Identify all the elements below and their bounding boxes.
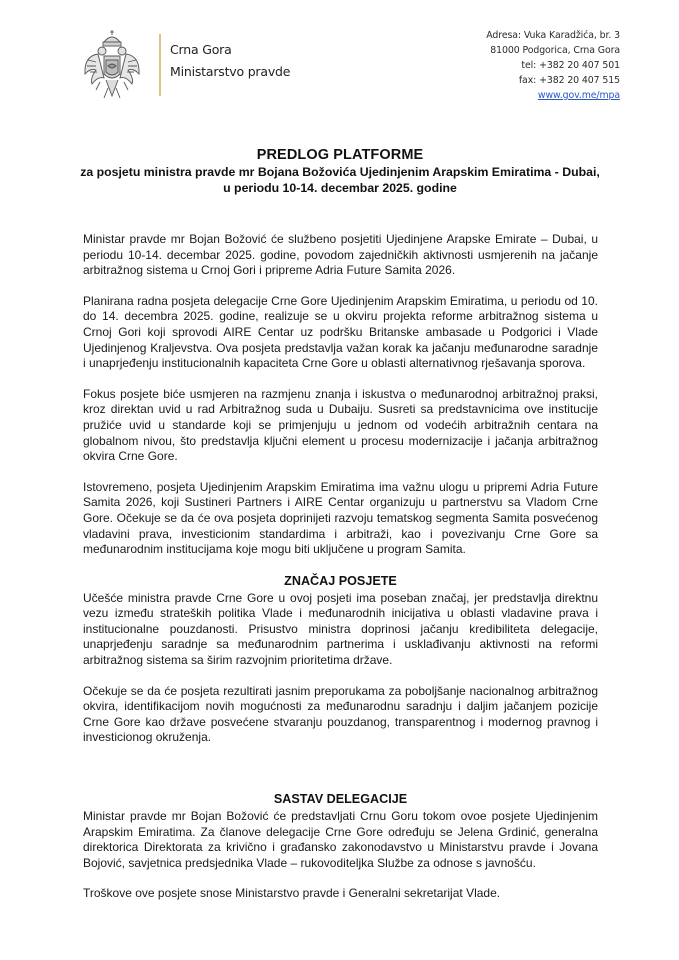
street-address: Adresa: Vuka Karadžića, br. 3 bbox=[486, 30, 620, 41]
significance-paragraph-1: Učešće ministra pravde Crne Gore u ovoj posjeti ima poseban značaj, jer predstavlja direktnu vezu između strateških politika Vlade i međunarodnih inicijativa u oblasti vladavine prava i institucionalne pouzdanosti. Prisustvo ministra doprinosi jačanju kredibiliteta delegacije, unaprjeđenju saradnje sa međunarodnim partnerima i usklađivanju aktivnosti na reformi arbitražnog sistema sa širim razvojnim prioritetima države. bbox=[83, 590, 598, 668]
city-address: 81000 Podgorica, Crna Gora bbox=[490, 45, 620, 56]
website-link[interactable]: www.gov.me/mpa bbox=[537, 90, 620, 101]
intro-paragraph-1: Ministar pravde mr Bojan Božović će službeno posjetiti Ujedinjene Arapske Emirate – Dubai, u periodu 10-14. decembar 2025. godine, povodom zajedničkih aktivnosti usmjerenih na jačanje arbitražnog sistema u Crnoj Gori i pripreme Adria Future Samita 2026. bbox=[83, 232, 598, 278]
logo-divider bbox=[159, 34, 161, 96]
logo-text bbox=[170, 39, 290, 83]
contact-address bbox=[486, 28, 620, 103]
document-body bbox=[83, 232, 598, 917]
title-main: PREDLOG PLATFORME bbox=[256, 147, 424, 163]
fax: fax: +382 20 407 515 bbox=[518, 75, 620, 86]
coat-of-arms-icon bbox=[82, 28, 142, 104]
delegation-paragraph-1: Ministar pravde mr Bojan Božović će predstavljati Crnu Goru tokom ovoe posjete Ujedinjenim Arapskim Emiratima. Za članove delegacije Crne Gore određuju se Jelena Grdinić, generalna direktorica Direktorata za krivično i građansko zakonodavstvo u Ministarstvu pravde i Jovana Bojović, savjetnica predsjednika Vlade – rukovoditeljka Službe za odnose s javnošću. bbox=[83, 809, 598, 870]
intro-paragraph-2: Planirana radna posjeta delegacije Crne Gore Ujedinjenim Arapskim Emiratima, u periodu od 10. do 14. decembra 2025. godine, realizuje se u okviru projekta reforme arbitražnog sistema u Crnoj Gori koji sprovodi AIRE Centar uz podršku Britanske ambasade u Podgorici i Vlade Ujedinjenog Kraljevstva. Ova posjeta predstavlja važan korak ka jačanju međunarodne saradnje i unaprjeđenju institucionalnih kapaciteta Crne Gore u oblasti alternativnog rješavanja sporova. bbox=[83, 293, 598, 371]
intro-paragraph-4: Istovremeno, posjeta Ujedinjenim Arapskim Emiratima ima važnu ulogu u pripremi Adria Future Samita 2026, koji Sustineri Partners i AIRE Centar organizuju u partnerstvu sa Vladom Crne Gore. Očekuje se da će ova posjeta doprinijeti razvoju tematskog segmenta Samita posvećenog vladavini prava, investicionim standardima i arbitraži, kao i povezivanju Crne Gore sa međunarodnim institucijama koje mogu biti uključene u program Samita. bbox=[83, 479, 598, 557]
delegation-paragraph-2: Troškove ove posjete snose Ministarstvo pravde i Generalni sekretarijat Vlade. bbox=[83, 886, 501, 901]
intro-paragraph-3: Fokus posjete biće usmjeren na razmjenu znanja i iskustva o međunarodnoj arbitražnoj praksi, kroz direktan uvid u rad Arbitražnog suda u Dubaiju. Susreti sa predstavnicima ove institucije pružiće uvid u standarde koji se primjenjuju u jednom od vodećih arbitražnih centara na globalnom nivou, što predstavlja ključni element u procesu modernizacije i jačanja arbitražnog okvira Crne Gore. bbox=[83, 386, 598, 464]
section-heading-significance: ZNAČAJ POSJETE bbox=[284, 573, 397, 588]
title-subtitle-line2: u periodu 10-14. decembar 2025. godine bbox=[223, 181, 457, 195]
document-title bbox=[60, 146, 620, 196]
spacer bbox=[83, 761, 598, 779]
country-name: Crna Gora bbox=[170, 42, 232, 57]
section-heading-delegation: SASTAV DELEGACIJE bbox=[273, 792, 408, 807]
telephone: tel: +382 20 407 501 bbox=[521, 60, 620, 71]
significance-paragraph-2: Očekuje se da će posjeta rezultirati jasnim preporukama za poboljšanje nacionalnog arbitražnog okvira, identifikacijom novih mogućnosti za međunarodnu saradnju i daljim jačanjem pozicije Crne Gore kao države posvećene stvaranju pouzdanog, transparentnog i modernog pravnog i investicionog okruženja. bbox=[83, 683, 598, 745]
ministry-name: Ministarstvo pravde bbox=[170, 64, 291, 79]
title-subtitle-line1: za posjetu ministra pravde mr Bojana Božovića Ujedinjenim Arapskim Emiratima - Dubai, bbox=[80, 165, 600, 179]
ministry-logo bbox=[82, 28, 290, 108]
